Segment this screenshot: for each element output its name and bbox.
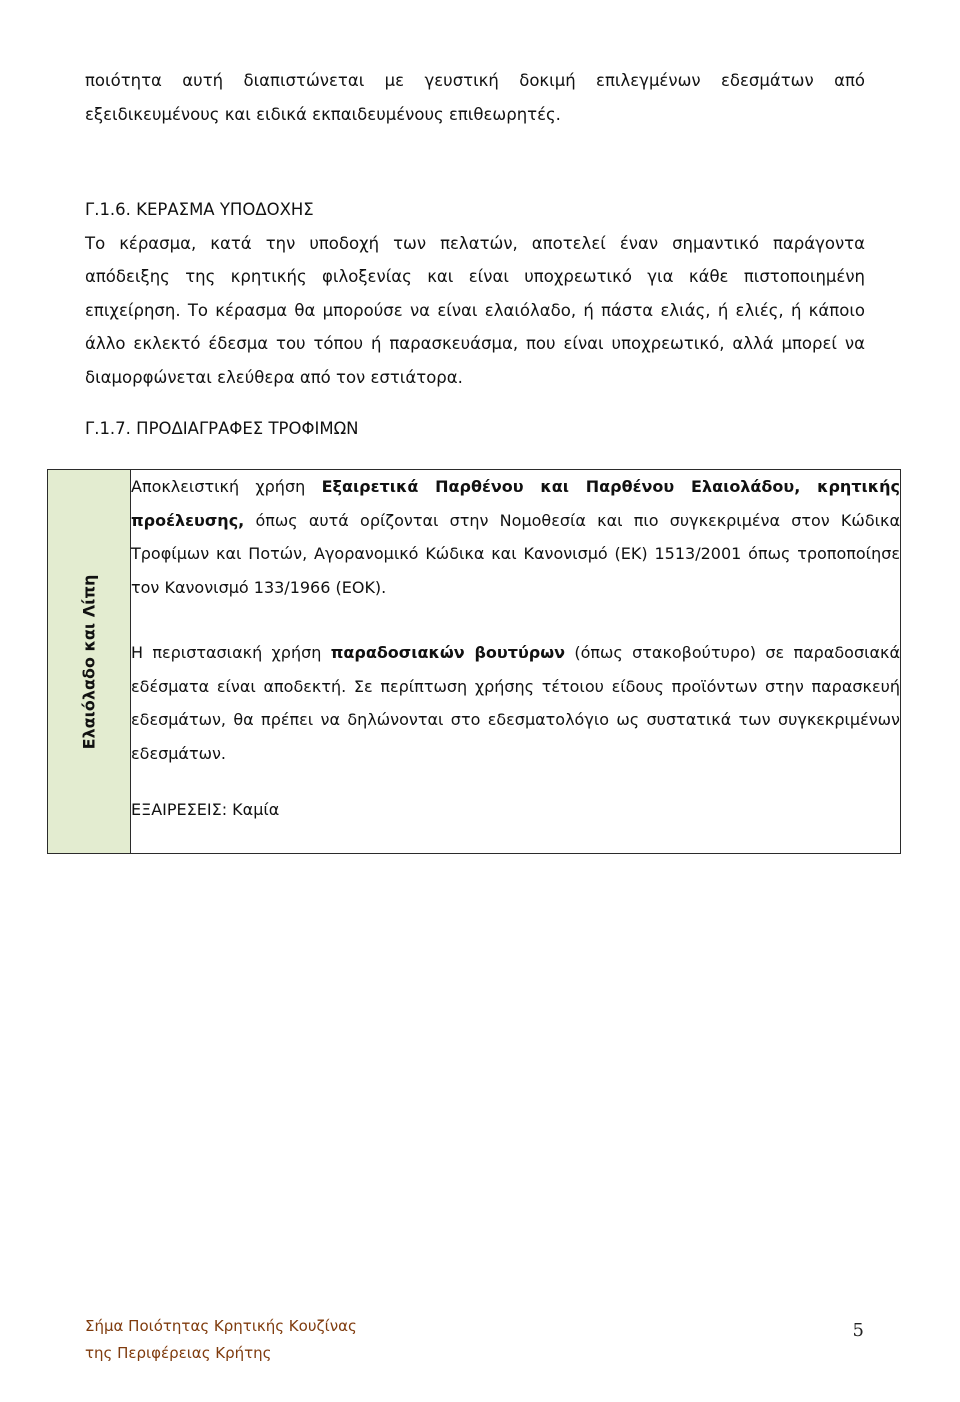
food-specifications-table	[47, 469, 901, 854]
footer-title	[85, 1313, 357, 1367]
category-label: Ελαιόλαδο και Λίπη	[79, 574, 99, 749]
footer-line-1: Σήμα Ποιότητας Κρητικής Κουζίνας	[85, 1317, 357, 1335]
section-g16-paragraph: Το κέρασμα, κατά την υποδοχή των πελατών, αποτελεί έναν σημαντικό παράγοντα απόδειξης της κρητικής φιλοξενίας και είναι υποχρεωτικό για κάθε πιστοποιημένη επιχείρηση. Το κέρασμα θα μπορούσε να είναι ελαιόλαδο, ή πάστα ελιάς, ή ελιές, ή κάποιο άλλο εκλεκτό έδεσμα του τόπου ή παρασκευάσμα, που είναι υποχρεωτικό, αλλά μπορεί να διαμορφώνεται ελεύθερα από τον εστιάτορα.	[85, 233, 865, 387]
exceptions-line: ΕΞΑΙΡΕΣΕΙΣ: Καμία	[131, 800, 280, 819]
butter-emphasis: παραδοσιακών βουτύρων	[330, 643, 566, 662]
butter-text-end: (όπως στακοβούτυρο) σε παραδοσιακά εδέσματα είναι αποδεκτή. Σε περίπτωση χρήσης τέτοιου είδους προϊόντων στην παρασκευή εδεσμάτων, θα πρέπει να δηλώνονται στο εδεσματολόγιο ως συστατικά των συγκεκριμένων εδεσμάτων.	[131, 643, 901, 763]
specification-cell	[131, 470, 901, 854]
olive-oil-text-start: Αποκλειστική χρήση	[131, 477, 322, 496]
section-heading-g16: Γ.1.6. ΚΕΡΑΣΜΑ ΥΠΟΔΟΧΗΣ	[85, 200, 314, 219]
footer-line-2: της Περιφέρειας Κρήτης	[85, 1344, 272, 1362]
olive-oil-requirement	[131, 470, 900, 604]
table-row	[48, 470, 901, 854]
olive-oil-text-end: όπως αυτά ορίζονται στην Νομοθεσία και πιο συγκεκριμένα στον Κώδικα Τροφίμων και Ποτών, Αγορανομικό Κώδικα και Κανονισμό (ΕΚ) 1513/2001 όπως τροποποίησε τον Κανονισμό 133/1966 (ΕΟΚ).	[131, 510, 900, 597]
category-cell	[48, 470, 131, 854]
section-heading-g17: Γ.1.7. ΠΡΟΔΙΑΓΡΑΦΕΣ ΤΡΟΦΙΜΩΝ	[85, 419, 359, 438]
olive-oil-emphasis: Εξαιρετικά Παρθένου και Παρθένου Ελαιολάδου, κρητικής προέλευσης,	[131, 477, 901, 530]
document-body	[85, 64, 865, 446]
butter-allowance	[131, 636, 900, 770]
butter-text-start: Η περιστασιακή χρήση	[131, 643, 331, 662]
intro-line-1: ποιότητα αυτή διαπιστώνεται με γευστική δοκιμή επιλεγμένων εδεσμάτων από	[85, 71, 865, 90]
page-number: 5	[852, 1320, 864, 1341]
intro-line-2: εξειδικευμένους και ειδικά εκπαιδευμένους επιθεωρητές.	[85, 104, 561, 124]
